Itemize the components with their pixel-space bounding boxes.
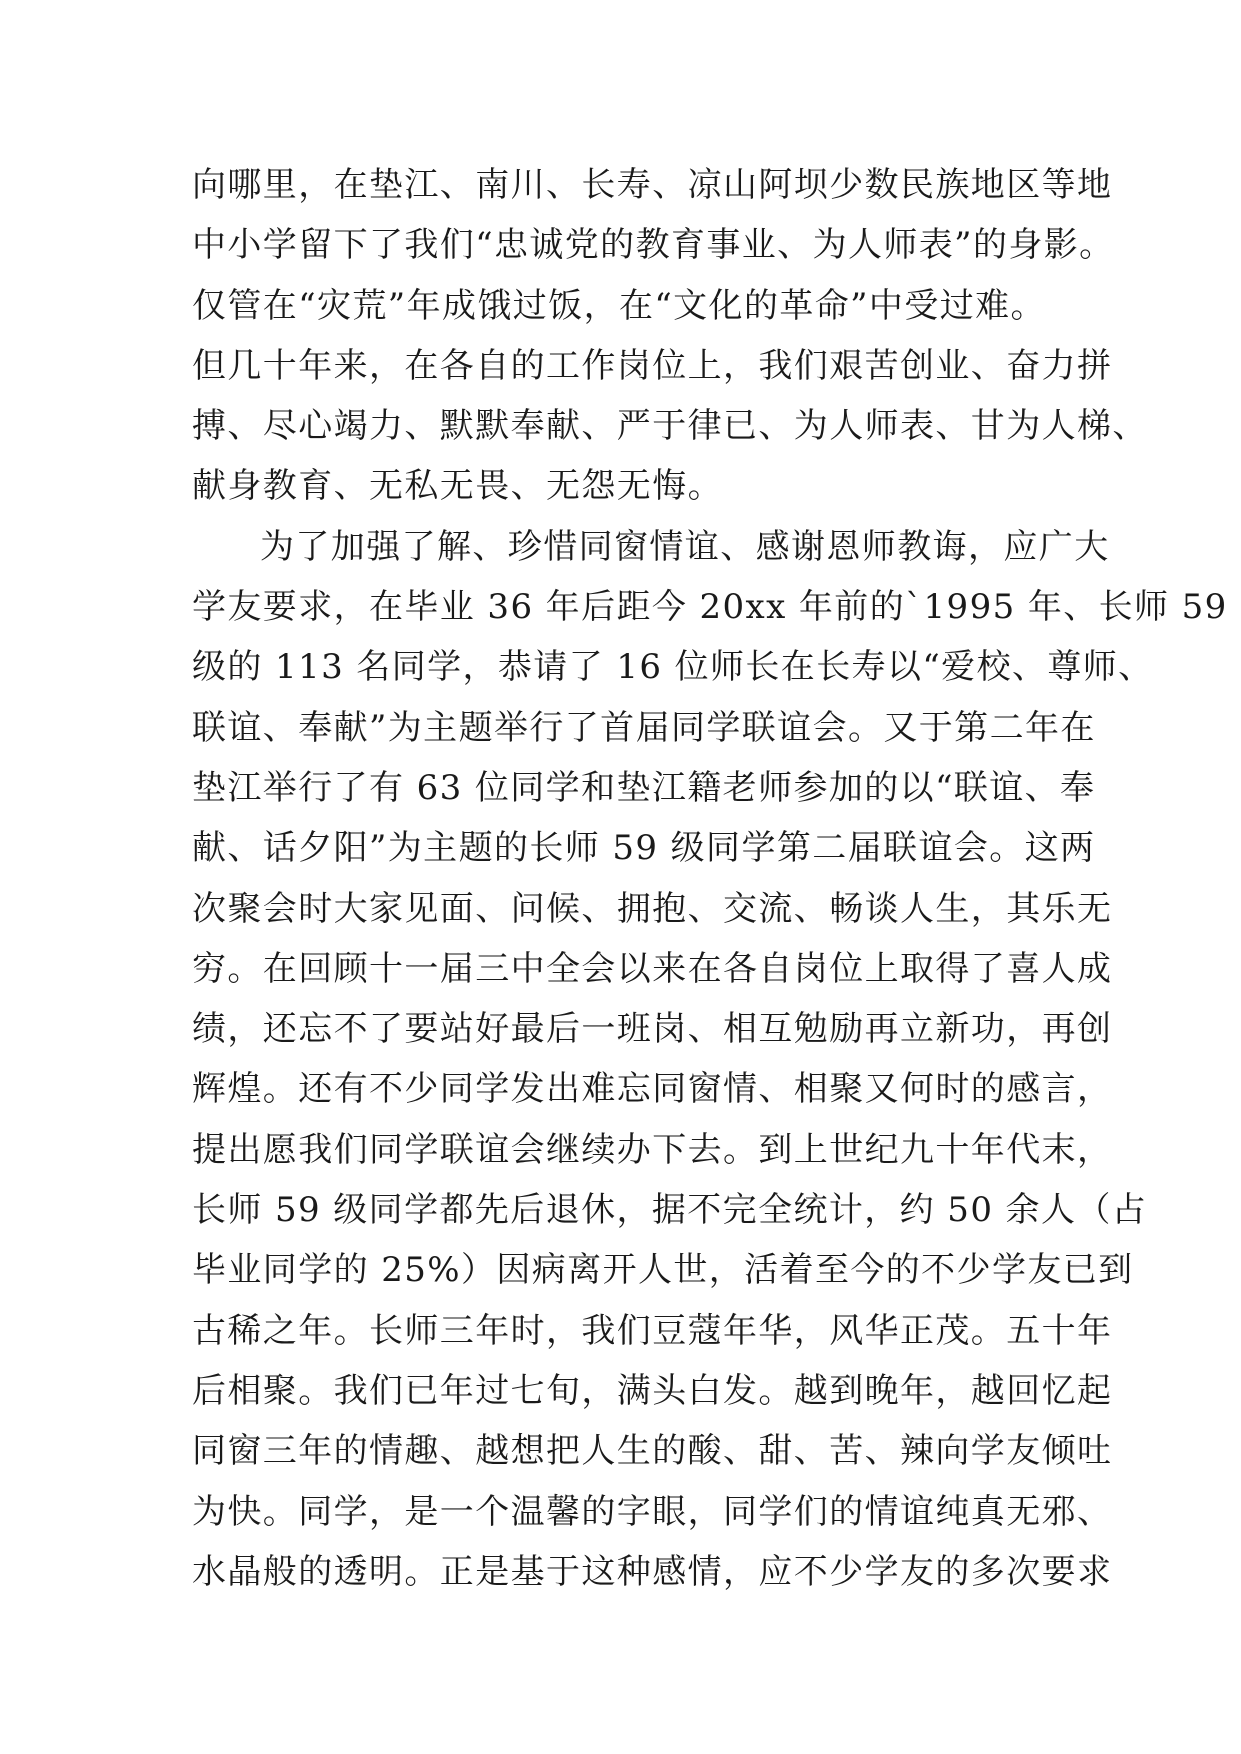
- text-line: 提出愿我们同学联谊会继续办下去。到上世纪九十年代末，: [192, 1129, 1113, 1170]
- text-line: 毕业同学的 25%）因病离开人世，活着至今的不少学友已到: [192, 1250, 1134, 1291]
- text-line: 联谊、奉献”为主题举行了首届同学联谊会。又于第二年在: [192, 707, 1096, 748]
- text-line: 仅管在“灾荒”年成饿过饭，在“文化的革命”中受过难。: [192, 285, 1046, 326]
- text-line: 后相聚。我们已年过七旬，满头白发。越到晚年，越回忆起: [192, 1370, 1113, 1411]
- text-line: 水晶般的透明。正是基于这种感情，应不少学友的多次要求: [192, 1551, 1113, 1592]
- text-line: 绩，还忘不了要站好最后一班岗、相互勉励再立新功，再创: [192, 1009, 1113, 1050]
- text-line: 献身教育、无私无畏、无怨无悔。: [192, 466, 723, 507]
- text-line: 次聚会时大家见面、问候、拥抱、交流、畅谈人生，其乐无: [192, 888, 1113, 929]
- text-line: 为快。同学，是一个温馨的字眼，同学们的情谊纯真无邪、: [192, 1491, 1113, 1532]
- text-line: 搏、尽心竭力、默默奉献、严于律已、为人师表、甘为人梯、: [192, 406, 1148, 447]
- text-line: 学友要求，在毕业 36 年后距今 20xx 年前的`1995 年、长师 59: [192, 587, 1228, 628]
- text-line: 向哪里，在垫江、南川、长寿、凉山阿坝少数民族地区等地: [192, 165, 1113, 205]
- text-line: 长师 59 级同学都先后退休，据不完全统计，约 50 余人（占: [192, 1190, 1148, 1231]
- text-line: 穷。在回顾十一届三中全会以来在各自岗位上取得了喜人成: [192, 948, 1113, 989]
- text-line: 垫江举行了有 63 位同学和垫江籍老师参加的以“联谊、奉: [192, 767, 1096, 808]
- paragraph-2: [192, 517, 1228, 1602]
- text-line: 但几十年来，在各自的工作岗位上，我们艰苦创业、奋力拼: [192, 345, 1113, 386]
- text-line: 同窗三年的情趣、越想把人生的酸、甜、苦、辣向学友倾吐: [192, 1431, 1113, 1472]
- text-line: 古稀之年。长师三年时，我们豆蔻年华，风华正茂。五十年: [192, 1310, 1113, 1351]
- text-line: 为了加强了解、珍惜同窗情谊、感谢恩师教诲，应广大: [260, 526, 1110, 567]
- text-line: 献、话夕阳”为主题的长师 59 级同学第二届联谊会。这两: [192, 828, 1096, 869]
- paragraph-1: [192, 155, 1148, 517]
- text-line: 级的 113 名同学，恭请了 16 位师长在长寿以“爱校、尊师、: [192, 647, 1154, 688]
- text-line: 中小学留下了我们“忠诚党的教育事业、为人师表”的身影。: [192, 225, 1115, 266]
- text-line: 辉煌。还有不少同学发出难忘同窗情、相聚又何时的感言，: [192, 1069, 1113, 1110]
- document-body: [192, 155, 1228, 1602]
